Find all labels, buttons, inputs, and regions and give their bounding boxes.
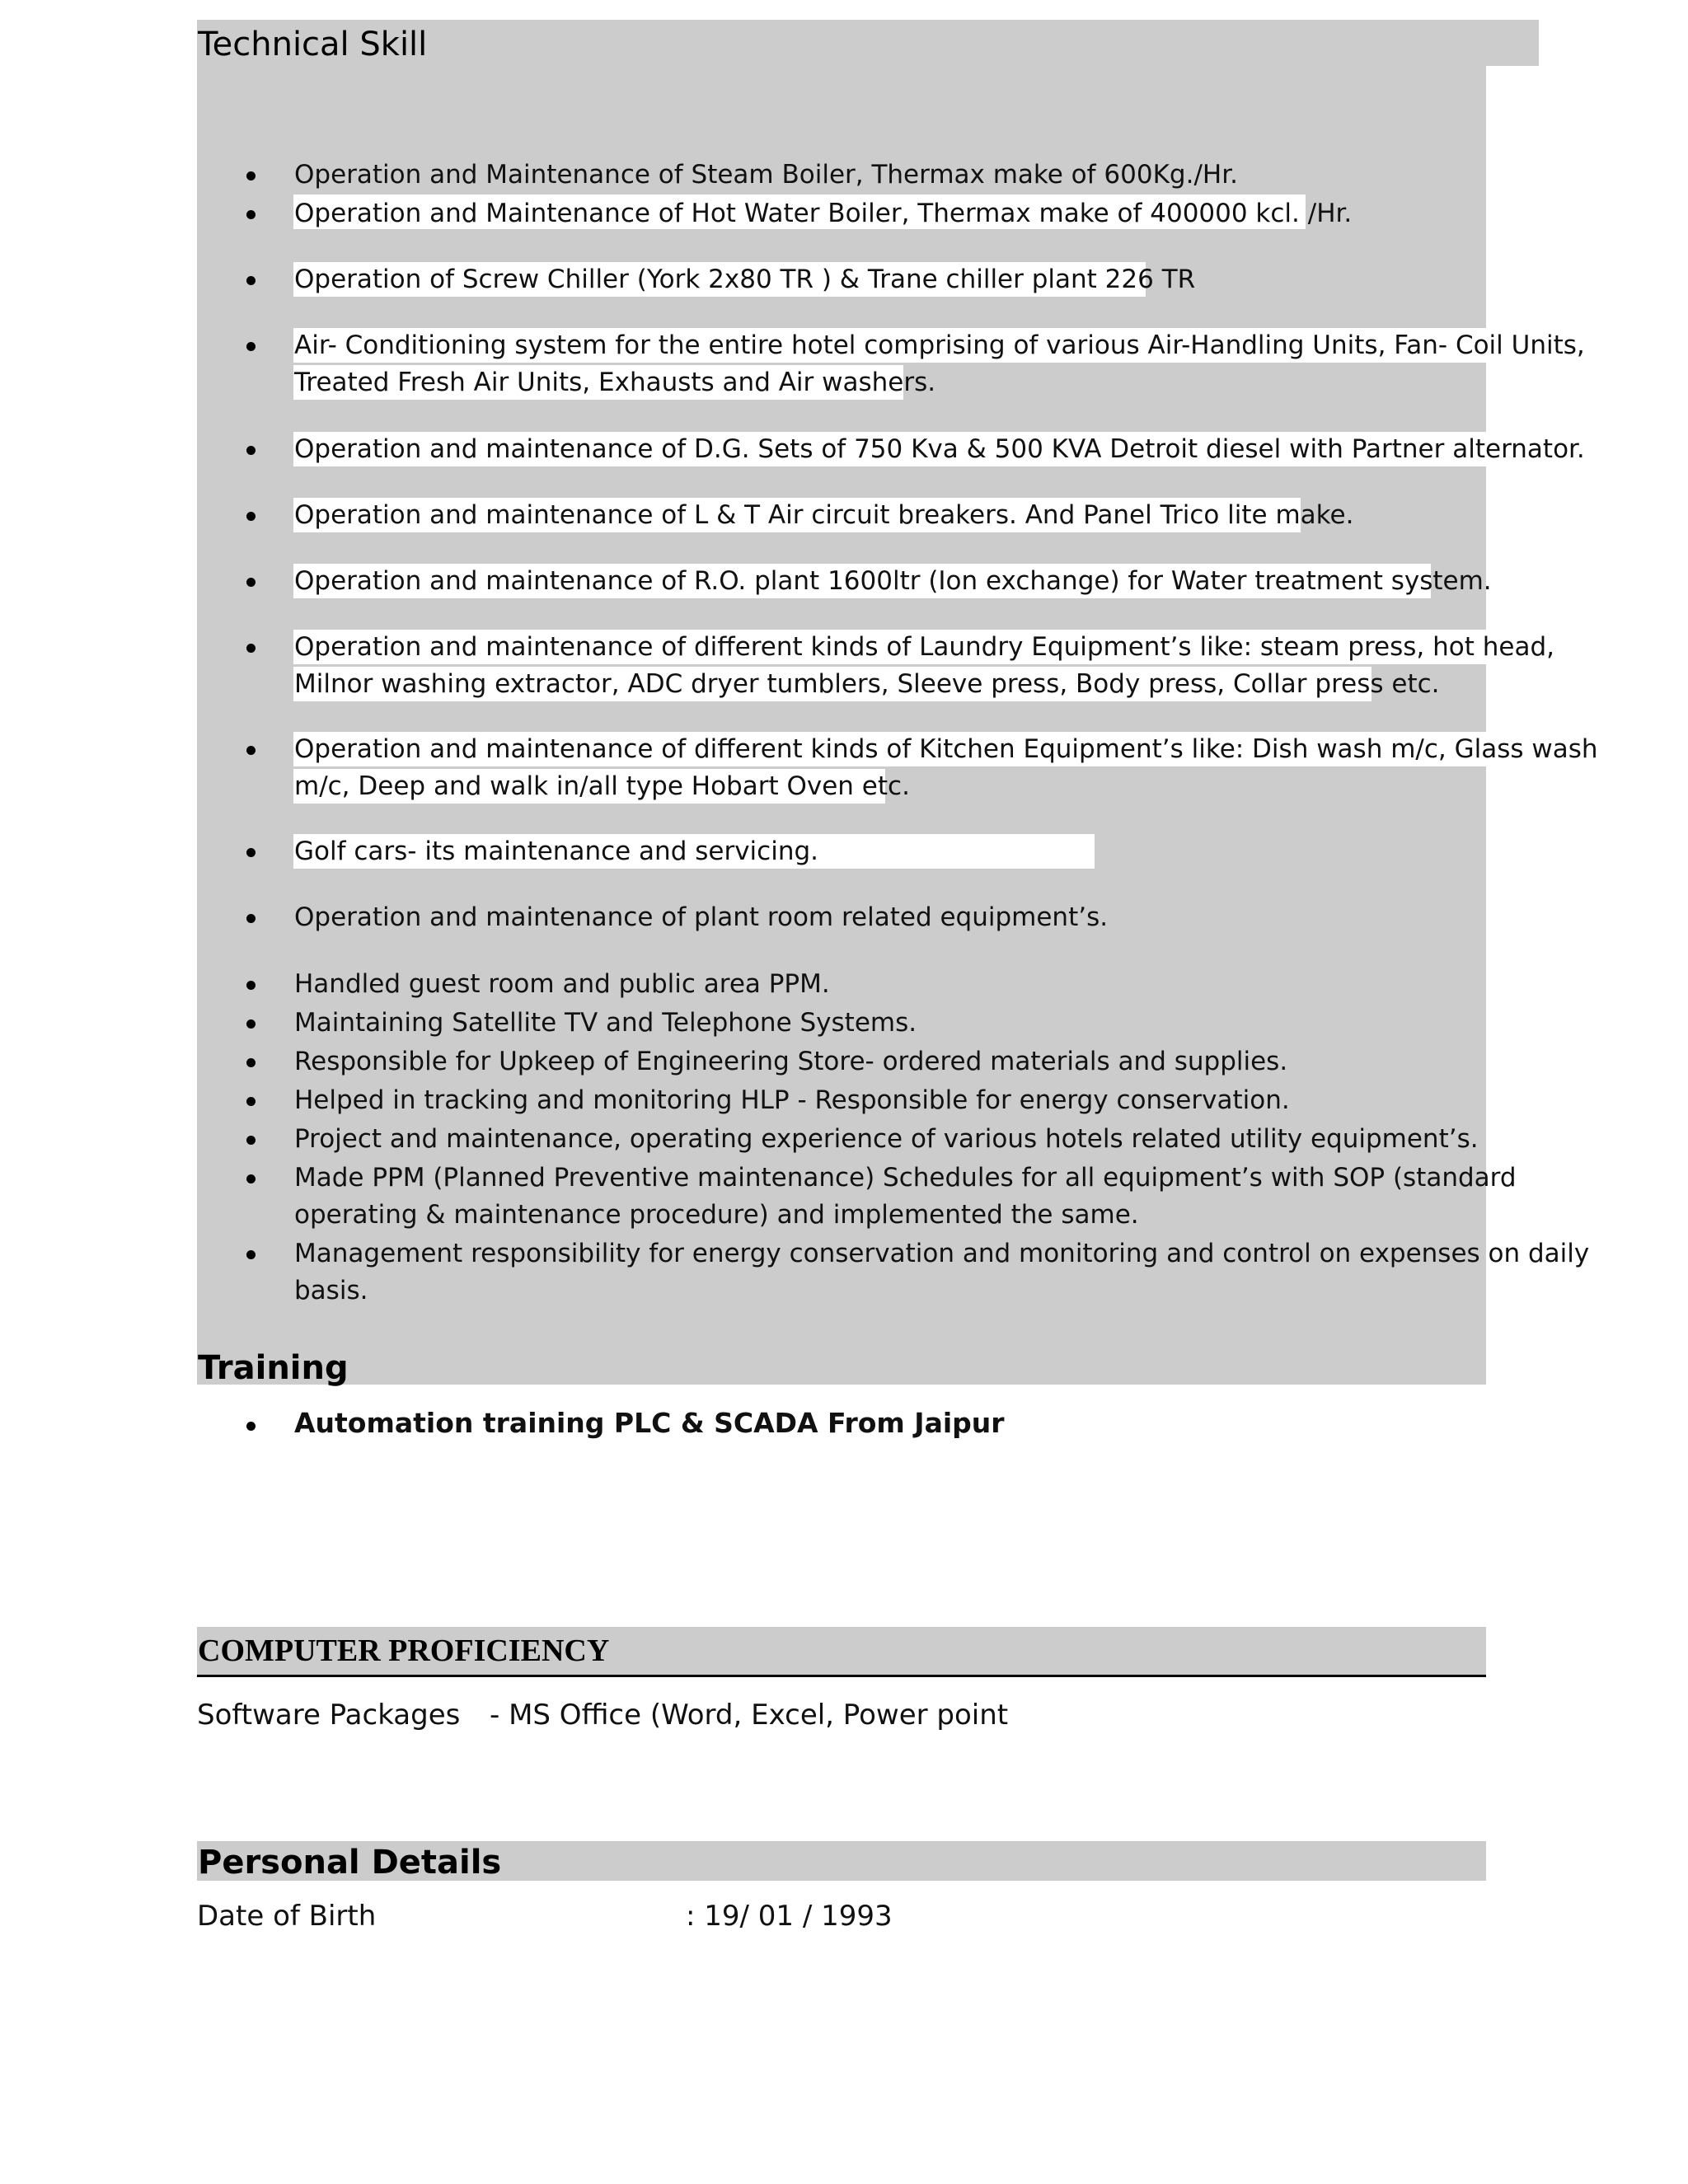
- technical-skill-item-line: Treated Fresh Air Units, Exhausts and Air washers.: [294, 368, 936, 397]
- technical-skill-item-line: Operation and maintenance of D.G. Sets of 750 Kva & 500 KVA Detroit diesel with Partner alternator.: [294, 434, 1585, 464]
- training-item-line: Automation training PLC & SCADA From Jaipur: [294, 1407, 1005, 1439]
- bullet-icon: [246, 342, 256, 351]
- software-packages-value: - MS Office (Word, Excel, Power point: [490, 1699, 1009, 1732]
- software-packages-label: Software Packages: [197, 1699, 461, 1732]
- bullet-icon: [246, 1019, 256, 1029]
- technical-skill-item-line: Operation and Maintenance of Steam Boiler, Thermax make of 600Kg./Hr.: [294, 160, 1238, 190]
- bullet-icon: [246, 210, 256, 219]
- technical-skill-item-line: Operation and maintenance of different kinds of Laundry Equipment’s like: steam press, hot head,: [294, 632, 1555, 662]
- bullet-icon: [246, 644, 256, 653]
- technical-skill-item-line: Maintaining Satellite TV and Telephone Systems.: [294, 1008, 917, 1038]
- training-heading: [198, 1349, 349, 1387]
- technical-skill-item-line: Helped in tracking and monitoring HLP - Responsible for energy conservation.: [294, 1085, 1290, 1115]
- bullet-icon: [246, 981, 256, 990]
- bullet-icon: [246, 1174, 256, 1183]
- technical-skill-item-line: Operation and Maintenance of Hot Water Boiler, Thermax make of 400000 kcl. /Hr.: [294, 199, 1353, 228]
- dob-label: Date of Birth: [197, 1900, 377, 1933]
- technical-skill-item-line: Made PPM (Planned Preventive maintenance) Schedules for all equipment’s with SOP (standard: [294, 1163, 1517, 1193]
- bullet-icon: [246, 1058, 256, 1067]
- training-heading-label: Training: [198, 1349, 349, 1387]
- computer-proficiency-heading: [198, 1635, 609, 1666]
- technical-skill-item-line: Operation and maintenance of R.O. plant 1600ltr (Ion exchange) for Water treatment system.: [294, 566, 1492, 596]
- technical-skill-item-line: Operation and maintenance of L & T Air circuit breakers. And Panel Trico lite make.: [294, 500, 1354, 530]
- technical-skill-item-line: basis.: [294, 1276, 368, 1305]
- technical-skill-item-line: Operation and maintenance of different kinds of Kitchen Equipment’s like: Dish wash m/c, Glass wash: [294, 734, 1598, 764]
- computer-proficiency-heading-label: COMPUTER PROFICIENCY: [198, 1633, 610, 1668]
- technical-skill-item-line: Responsible for Upkeep of Engineering Store- ordered materials and supplies.: [294, 1047, 1288, 1076]
- technical-skill-item-line: Golf cars- its maintenance and servicing.: [294, 837, 818, 866]
- technical-skill-item-line: Project and maintenance, operating experience of various hotels related utility equipment’s.: [294, 1124, 1479, 1154]
- bullet-icon: [246, 1422, 256, 1431]
- bullet-icon: [246, 848, 256, 857]
- bullet-icon: [246, 578, 256, 587]
- bullet-icon: [246, 276, 256, 285]
- computer-proficiency-rule: [197, 1675, 1486, 1677]
- bullet-icon: [246, 171, 256, 180]
- bullet-icon: [246, 512, 256, 521]
- technical-skill-item-line: Handled guest room and public area PPM.: [294, 969, 830, 999]
- technical-skill-item-line: m/c, Deep and walk in/all type Hobart Oven etc.: [294, 771, 910, 801]
- bullet-icon: [246, 1136, 256, 1145]
- bullet-icon: [246, 914, 256, 923]
- technical-skill-item-line: Operation of Screw Chiller (York 2x80 TR ) & Trane chiller plant 226 TR: [294, 265, 1196, 294]
- technical-skill-item-line: Operation and maintenance of plant room related equipment’s.: [294, 902, 1109, 932]
- technical-skill-item-line: Air- Conditioning system for the entire hotel comprising of various Air-Handling Units, Fan- Coil Units,: [294, 330, 1585, 360]
- technical-skill-heading-label: Technical Skill: [198, 26, 428, 63]
- bullet-icon: [246, 446, 256, 455]
- bullet-icon: [246, 1250, 256, 1259]
- dob-value: : 19/ 01 / 1993: [686, 1900, 893, 1933]
- bullet-icon: [246, 746, 256, 755]
- personal-details-heading-label: Personal Details: [198, 1844, 502, 1882]
- technical-skill-item-line: operating & maintenance procedure) and implemented the same.: [294, 1200, 1139, 1230]
- technical-skill-item-line: Management responsibility for energy conservation and monitoring and control on expenses on daily: [294, 1239, 1590, 1268]
- personal-details-heading: [198, 1844, 502, 1882]
- technical-skill-heading: [198, 28, 427, 61]
- technical-skill-item-line: Milnor washing extractor, ADC dryer tumblers, Sleeve press, Body press, Collar press etc.: [294, 669, 1440, 699]
- bullet-icon: [246, 1097, 256, 1106]
